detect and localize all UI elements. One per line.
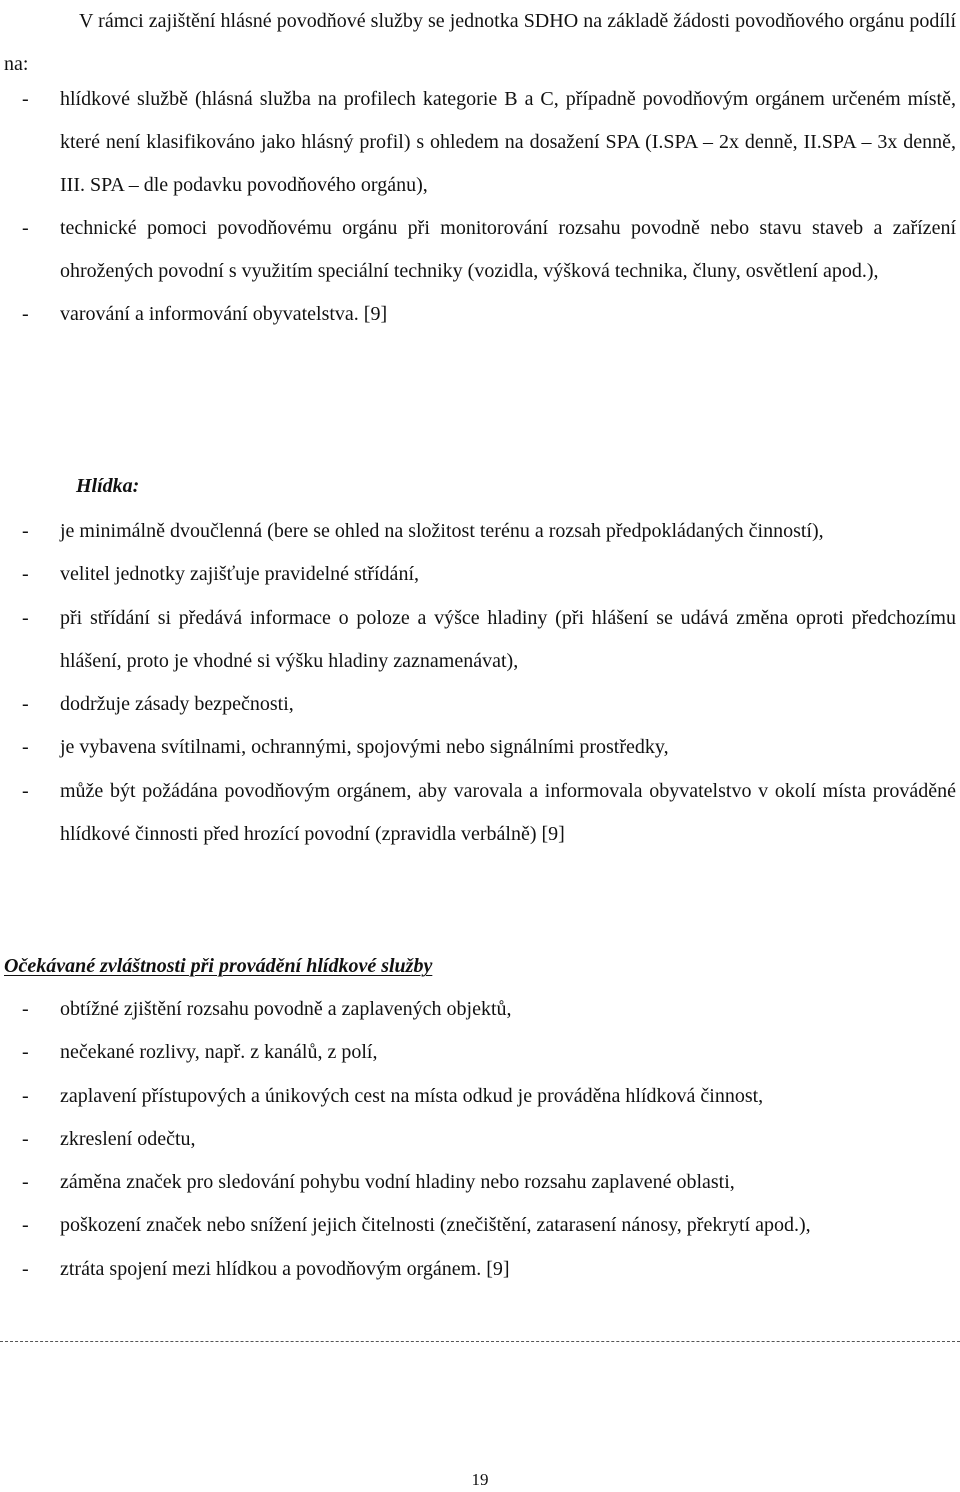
activities-list — [4, 78, 956, 336]
page-break-divider — [0, 1341, 960, 1342]
list-item-text: nečekané rozlivy, např. z kanálů, z polí, — [60, 1041, 378, 1064]
list-item-text: velitel jednotky zajišťuje pravidelné střídání, — [60, 563, 419, 586]
list-item-text: je vybavena svítilnami, ochrannými, spojovými nebo signálními prostředky, — [60, 736, 669, 759]
list-item — [4, 1161, 956, 1204]
list-item — [4, 1031, 956, 1074]
list-item — [4, 207, 956, 293]
list-dash: - — [22, 736, 29, 759]
list-item — [4, 293, 956, 336]
list-item-text: záměna značek pro sledování pohybu vodní hladiny nebo rozsahu zaplavené oblasti, — [60, 1171, 735, 1194]
hlidka-heading: Hlídka: — [76, 475, 140, 497]
list-item-text: je minimálně dvoučlenná (bere se ohled na složitost terénu a rozsah předpokládaných činností), — [60, 520, 824, 542]
list-dash: - — [22, 217, 29, 239]
list-item — [4, 78, 956, 207]
intro-paragraph: V rámci zajištění hlásné povodňové služby se jednotka SDHO na základě žádosti povodňového orgánu podílí na: — [4, 10, 956, 75]
peculiarities-list — [4, 988, 956, 1291]
list-item — [4, 1075, 956, 1118]
list-item — [4, 770, 956, 857]
list-item — [4, 1118, 956, 1161]
list-item-text: zaplavení přístupových a únikových cest na místa odkud je prováděna hlídková činnost, — [60, 1084, 764, 1107]
list-dash: - — [22, 1214, 29, 1237]
list-dash: - — [22, 1171, 29, 1194]
list-dash: - — [22, 998, 29, 1020]
list-dash: - — [22, 693, 29, 716]
list-dash: - — [22, 606, 29, 629]
list-dash: - — [22, 520, 29, 542]
list-dash: - — [22, 1127, 29, 1150]
list-item-text: varování a informování obyvatelstva. [9] — [60, 303, 388, 325]
list-item-text: při střídání si předává informace o poloze a výšce hladiny (při hlášení se udává změna oproti předchozímu hlášení, proto je vhodné si výšku hladiny zaznamenávat), — [60, 606, 956, 672]
list-item-text: dodržuje zásady bezpečnosti, — [60, 693, 294, 716]
list-item-text: ztráta spojení mezi hlídkou a povodňovým orgánem. [9] — [60, 1257, 510, 1280]
list-dash: - — [22, 563, 29, 586]
list-item — [4, 1204, 956, 1247]
list-item — [4, 597, 956, 684]
list-item-text: hlídkové službě (hlásná služba na profilech kategorie B a C, případně povodňovým orgánem určeném místě, které není klasifikováno jako hlásný profil) s ohledem na dosažení SPA (I.SPA – 2x denně, II.SPA – 3x denně, III. SPA – dle podavku povodňového orgánu), — [60, 88, 956, 196]
list-item-text: poškození značek nebo snížení jejich čitelnosti (znečištění, zatarasení nánosy, překrytí apod.), — [60, 1214, 811, 1237]
list-item — [4, 988, 956, 1031]
list-item — [4, 683, 956, 726]
list-dash: - — [22, 1041, 29, 1064]
hlidka-list — [4, 510, 956, 856]
list-item — [4, 726, 956, 769]
list-item — [4, 553, 956, 596]
list-dash: - — [22, 1084, 29, 1107]
page-number: 19 — [471, 1470, 489, 1489]
list-dash: - — [22, 779, 29, 802]
list-dash: - — [22, 303, 29, 325]
list-item-text: zkreslení odečtu, — [60, 1127, 196, 1150]
section-heading: Očekávané zvláštnosti při provádění hlídkové služby — [4, 955, 433, 977]
list-dash: - — [22, 1257, 29, 1280]
list-item-text: technické pomoci povodňovému orgánu při monitorování rozsahu povodně nebo stavu staveb a zařízení ohrožených povodní s využitím speciální techniky (vozidla, výšková technika, čluny, osvětlení apod.), — [60, 217, 956, 282]
list-item — [4, 510, 956, 553]
list-item-text: obtížné zjištění rozsahu povodně a zaplavených objektů, — [60, 998, 512, 1020]
list-item — [4, 1248, 956, 1291]
list-item-text: může být požádána povodňovým orgánem, aby varovala a informovala obyvatelstvo v okolí místa prováděné hlídkové činnosti před hrozící povodní (zpravidla verbálně) [9] — [60, 779, 956, 846]
list-dash: - — [22, 88, 29, 110]
